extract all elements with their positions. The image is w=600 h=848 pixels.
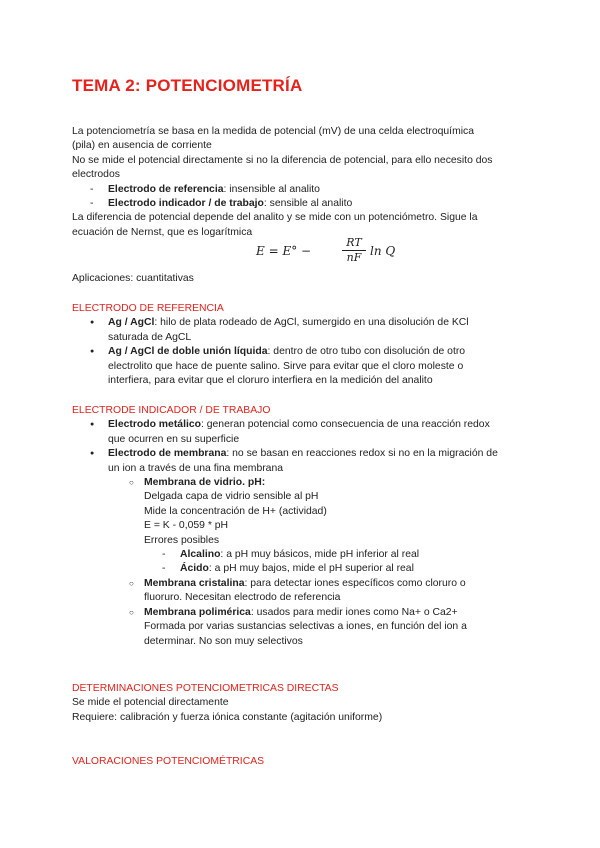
item-term: Ag / AgCl [108,317,155,329]
item-text: : a pH muy bajos, mide el pH superior al real [208,563,414,575]
bullet-continuation: saturada de AgCL [108,331,192,343]
applications-block [72,272,532,286]
error-item [72,548,532,562]
item-term: Electrodo metálico [108,419,201,431]
sub-bullet-line: Formada por varias sustancias selectivas a iones, en función del ion a [144,621,467,633]
equation-rhs: ln Q [370,244,396,258]
bullet-continuation: interfiera, para evitar que el cloruro interfiera en la medición del analito [108,375,433,387]
section-heading: ELECTRODO DE REFERENCIA [72,303,224,314]
sub-bullet-line: E = K - 0,059 * pH [144,520,229,532]
sub-bullet-item [72,606,532,620]
item-text: : para detectar iones específicos como cloruro o [244,577,466,589]
item-term: Membrana cristalina [144,577,245,589]
intro-line: ecuación de Nernst, que es logarítmica [72,226,253,238]
sub-bullet-line: Errores posibles [144,534,220,546]
item-term: Electrodo de membrana [108,448,227,460]
item-term: Electrodo de referencia [108,183,224,195]
section-heading: ELECTRODE INDICADOR / DE TRABAJO [72,405,271,416]
titration-section [72,755,532,769]
item-term: Membrana de vidrio. pH: [144,477,266,489]
item-text: : no se basan en reacciones redox si no en la migración de [226,448,498,460]
bullet-continuation: un ion a través de una fina membrana [108,462,284,474]
item-term: Ag / AgCl de doble unión líquida [108,346,268,358]
item-term: Ácido [180,563,209,575]
indicator-section [72,404,532,649]
list-item [72,197,532,211]
bullet-continuation: que ocurren en su superficie [108,433,240,445]
error-item [72,562,532,576]
bullet-item [72,418,532,432]
equation-lhs: E = E° − [256,244,312,258]
nernst-equation [256,236,396,268]
sub-bullet-line: Delgada capa de vidrio sensible al pH [144,491,319,503]
applications-line: Aplicaciones: cuantitativas [72,273,194,284]
item-term: Alcalino [180,549,221,561]
sub-bullet-line: fluoruro. Necesitan electrodo de referencia [144,592,341,604]
equation-denominator: nF [346,251,362,264]
intro-line: No se mide el potencial directamente si no la diferencia de potencial, para ello necesito dos [72,154,493,166]
item-text: : generan potencial como consecuencia de una reacción redox [200,419,490,431]
page-title: TEMA 2: POTENCIOMETRÍA [72,76,303,95]
section-heading: VALORACIONES POTENCIOMÉTRICAS [72,756,265,767]
list-item [72,183,532,197]
equation-fraction [342,236,366,265]
direct-section [72,682,532,725]
bullet-continuation: electrolito que hace de puente salino. Sirve para evitar que el cloro moleste o [108,360,464,372]
sub-bullet-item [72,577,532,591]
item-text: : dentro de otro tubo con disolución de otro [267,346,466,358]
item-term: Electrodo indicador / de trabajo [108,198,264,210]
body-line: Se mide el potencial directamente [72,697,229,709]
sub-bullet-item [72,476,532,490]
body-line: Requiere: calibración y fuerza iónica constante (agitación uniforme) [72,711,383,723]
bullet-item [72,447,532,461]
bullet-item [72,345,532,359]
item-term: Membrana polimérica [144,606,251,618]
intro-line: La diferencia de potencial depende del analito y se mide con un potenciómetro. Sigue la [72,212,478,224]
item-text: : hilo de plata rodeado de AgCl, sumergido en una disolución de KCl [154,317,469,329]
item-text: : insensible al analito [223,183,320,195]
intro-block [72,125,532,240]
reference-section [72,302,532,388]
intro-line: electrodos [72,169,120,181]
intro-line: La potenciometría se basa en la medida de potencial (mV) de una celda electroquímica [72,126,475,137]
item-text: : a pH muy básicos, mide pH inferior al real [220,549,420,561]
intro-line: (pila) en ausencia de corriente [72,140,212,152]
section-heading: DETERMINACIONES POTENCIOMETRICAS DIRECTAS [72,683,339,694]
equation-numerator: RT [342,236,366,251]
item-text: : usados para medir iones como Na+ o Ca2+ [250,606,458,618]
item-text: : sensible al analito [263,198,353,210]
sub-bullet-line: determinar. No son muy selectivos [144,635,303,647]
sub-bullet-line: Mide la concentración de H+ (actividad) [144,505,327,517]
bullet-item [72,316,532,330]
